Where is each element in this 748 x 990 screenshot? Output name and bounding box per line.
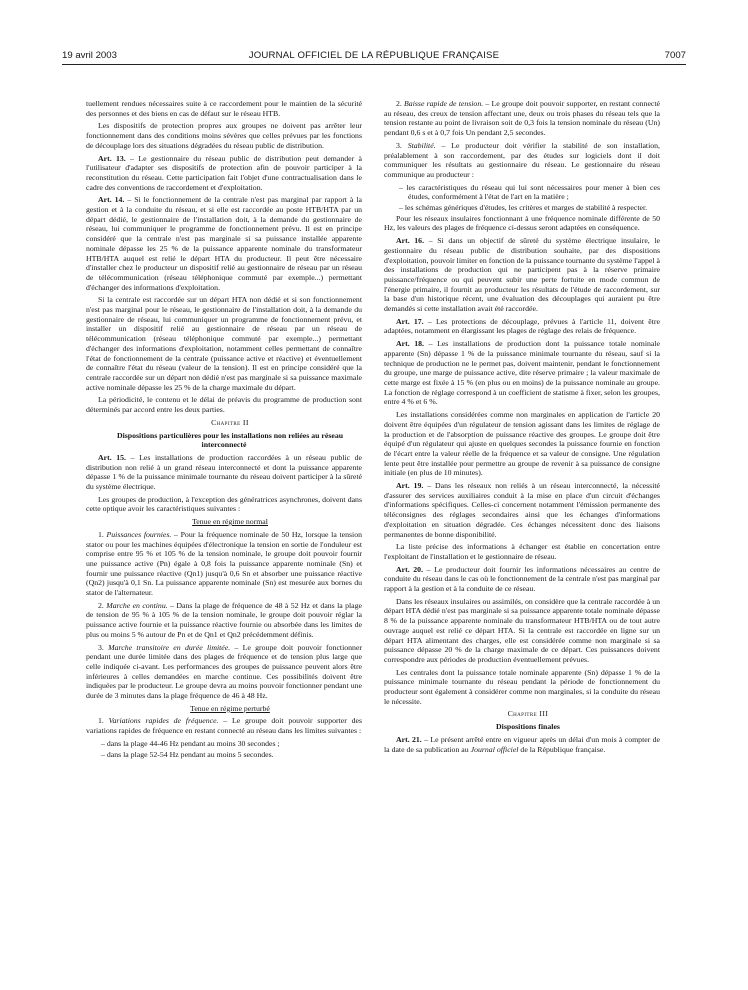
item-title: Variations rapides de fréquence.: [108, 716, 219, 726]
issue-date: 19 avril 2003: [62, 50, 117, 61]
paragraph: La périodicité, le contenu et le délai de préavis du programme de production sont déterminés par accord entre les deux parties.: [86, 395, 362, 415]
numbered-item: [384, 141, 660, 180]
article-15: [86, 453, 362, 492]
article-text: – Les protections de découplage, prévues à l'article 11, doivent être adaptées, notamment en élargissant les plages de réglage des relais de fréquence.: [384, 316, 660, 336]
article-label: Art. 19.: [396, 481, 424, 491]
paragraph: Les installations considérées comme non marginales en application de l'article 20 doivent être équipées d'un régulateur de tension agissant dans les limites de réglage de la production et de l'absorption de puissance réactive des groupes. Le groupe doit être équipé d'un régulateur qui ajuste en quelques secondes la puissance fournie en fonction de l'écart entre la valeur réelle de la fréquence et sa valeur de consigne. Une régulation lente peut être installée pour permettre au groupe de revenir à sa puissance de consigne initiale (en plus de 10 minutes).: [384, 410, 660, 478]
paragraph: Dans les réseaux insulaires ou assimilés, on considère que la centrale raccordée à un départ HTA dédié n'est pas marginale si sa puissance apparente totale nominale dépasse 8 % de la puissance apparente nominale du transformateur HTB/HTA ou de tout autre ouvrage auquel est relié ce départ HTA. Si la centrale est raccordée en ligne sur un départ HTA alimentant des charges, elle est considérée comme non marginale si sa puissance dépasse 20 % de la charge maximale de ce départ. Ces puissances doivent correspondre aux périodes de production éventuellement prévues.: [384, 596, 660, 664]
numbered-item: [86, 530, 362, 598]
article-text: – Les installations de production raccordées à un réseau public de distribution non relié à un grand réseau interconnecté et dont la puissance apparente dépasse 1 % de la puissance minimale tournante du réseau doivent participer à la sûreté du système électrique.: [86, 452, 362, 492]
article-21: [384, 735, 660, 754]
chapter-title: Dispositions particulières pour les installations non reliées au réseau interconnecté: [116, 430, 344, 450]
dash-list-item: – dans la plage 52-54 Hz pendant au moins 5 secondes.: [101, 749, 274, 759]
numbered-item: [86, 643, 362, 701]
article-text: – Si le fonctionnement de la centrale n'est pas marginal par rapport à la gestion et à la conduite du réseau, et si elle est raccordée au poste HTB/HTA par un départ dédié, le gestionnaire de l'installation doit, à la demande du gestionnaire de réseau, lui communiquer le programme de fonctionnement prévu. Il est en principe considéré que la centrale n'est pas marginale si sa puissance installée apparente nominale dépasse les 25 % de la puissance apparente nominale du transformateur HTB/HTA auquel est relié le départ HTA du producteur. Il peut être nécessaire d'installer chez le producteur un dispositif relié au gestionnaire de réseau par un réseau de télécommunication (réseau téléphonique commuté par exemple...) permettant d'échanger des informations d'exploitation.: [86, 195, 362, 292]
journal-title: JOURNAL OFFICIEL DE LA RÉPUBLIQUE FRANÇAISE: [248, 50, 500, 61]
journal-reference: Journal officiel: [470, 744, 519, 754]
header-rule: [62, 64, 686, 65]
page-header: [62, 50, 686, 64]
dash-list-item: – les schémas génériques d'études, les critères et marges de stabilité à respecter.: [399, 203, 648, 213]
article-label: Art. 16.: [396, 236, 425, 246]
paragraph: Les centrales dont la puissance totale nominale apparente (Sn) dépasse 1 % de la puissance minimale tournante du réseau pendant la période de fonctionnement du producteur sont également à considérer comme non marginales, si la conduite du réseau le nécessite.: [384, 667, 660, 706]
article-text: – Dans les réseaux non reliés à un réseau interconnecté, la nécessité d'assurer des services auxiliaires conduit à la mise en place d'un circuit d'échanges d'informations spécifiques. Celles-ci concernent notamment l'émission permanente des téléconsignes des réglages secondaires ainsi que les échanges d'informations d'exploitation en situation dégradée. Ces échanges nécessitent donc des liaisons permanentes de bonne disponibilité.: [384, 481, 660, 539]
paragraph: Pour les réseaux insulaires fonctionnant à une fréquence nominale différente de 50 Hz, les valeurs des plages de fréquence ci-dessus seront adaptées en conséquence.: [384, 213, 660, 233]
article-13: [86, 154, 362, 193]
paragraph: Les groupes de production, à l'exception des génératrices asynchrones, doivent dans cette optique avoir les caractéristiques suivantes :: [86, 494, 362, 514]
chapter-heading: Chapitre III: [507, 709, 549, 719]
item-title: Marche en continu.: [106, 600, 168, 610]
article-19: [384, 481, 660, 539]
dash-list-item: – les caractéristiques du réseau qui lui sont nécessaires pour mener à bien ces études, conformément à l'état de l'art en la matière ;: [399, 182, 660, 202]
item-number: 1.: [98, 716, 109, 726]
article-text: – Si dans un objectif de sûreté du système électrique insulaire, le gestionnaire du réseau public de distribution souhaite, par des dispositions d'exploitation, pouvoir limiter en fonction de la puissance tournante du système l'appel à des installations de production qui ne participent pas à la réserve primaire puissance/fréquence ou qui peuvent subir une perte fortuite en mode commun de l'énergie primaire, il fournit au producteur les résultats de l'étude de raccordement, sur la base d'un historique récent, une évaluation des découplages qui auraient pu être demandés si cette installation avait été raccordée.: [384, 236, 660, 314]
section-heading: Tenue en régime perturbé: [190, 703, 270, 713]
item-text: – Le groupe doit pouvoir fonctionner pendant une durée limitée dans des plages de fréquence et de tension plus large que celle indiquée ci-avant. Les performances des groupes de puissance peuvent alors être inférieures à celles demandées en marche continue. Ces possibilités doivent être indiquées par le producteur. Le groupe devra au moins pouvoir fonctionner pendant une durée de 3 minutes dans la plage fréquence de 46 à 48 Hz.: [86, 642, 362, 701]
article-label: Art. 18.: [396, 339, 424, 349]
numbered-item: [86, 716, 362, 735]
article-17: [384, 317, 660, 336]
article-label: Art. 13.: [98, 153, 126, 163]
item-number: 3.: [396, 140, 408, 150]
article-14: [86, 195, 362, 292]
paragraph: Les dispositifs de protection propres aux groupes ne doivent pas arrêter leur fonctionnement dans des conditions moins sévères que celles prévues par les fonctions de découplage lors des situations dégradées du réseau public de distribution.: [86, 121, 362, 150]
item-text: – Dans la plage de fréquence de 48 à 52 Hz et dans la plage de tension de 95 % à 105 % de la tension nominale, le groupe doit pouvoir réglar la puissance active fournie et la puissance réactive fournie ou absorbée dans les limites de plus ou moins 5 % autour de Pn et de Qn1 et Qn2 précédemment définis.: [86, 600, 362, 639]
article-text: – Le gestionnaire du réseau public de distribution peut demander à l'utilisateur d'adapter ses dispositifs de protection afin de pouvoir participer à la reconstitution du réseau. Cette participation fait l'objet d'une contractualisation dans le cadre des conventions de raccordement et d'exploitation.: [86, 153, 362, 192]
dash-list-item: – dans la plage 44-46 Hz pendant au moins 30 secondes ;: [101, 738, 280, 748]
article-text: de la République française.: [518, 744, 606, 754]
item-number: 1.: [98, 529, 107, 539]
article-text: – Le producteur doit fournir les informations nécessaires au centre de conduite du réseau dans le cas où le fonctionnement de la centrale n'est pas marginal par rapport à la gestion et à la conduite de ce réseau.: [384, 564, 661, 594]
item-number: 3.: [98, 642, 109, 652]
chapter-heading: Chapitre II: [211, 417, 249, 427]
page-number: 7007: [664, 50, 686, 61]
numbered-item: [384, 99, 660, 138]
paragraph: La liste précise des informations à échanger est établie en concertation entre l'exploitant de l'installation et le gestionnaire de réseau.: [384, 542, 660, 561]
section-heading: Tenue en régime normal: [192, 517, 268, 527]
chapter-title: Dispositions finales: [496, 722, 560, 732]
article-text: – Les installations de production dont la puissance totale nominale apparente (Sn) dépasse 1 % de la puissance minimale tournante du réseau, sauf si la technique de production ne le permet pas, doivent maintenir, pendant le fonctionnement du groupe, une marge de puissance active, dite réserve primaire ; la valeur maximale de cette marge est fixée à 15 % (en plus ou en moins) de la puissance nominale au groupe. La fonction de réglage correspond à un coefficient de statisme à fixer, selon les groupes, entre 4 % et 6 %.: [384, 339, 660, 407]
item-text: – Pour la fréquence nominale de 50 Hz, lorsque la tension stator ou pour les machines équipées d'électronique la tension en sortie de l'onduleur est comprise entre 95 % et 105 % de la tension nominale, le groupe doit pouvoir fournir une puissance active (Pn) égale à 0,8 fois la puissance apparente nominale (Sn) et fournir une puissance réactive (Qn1) jusqu'à 0,6 Sn et absorber une puissance réactive (Qn2) jusqu'à 0,1 Sn. La puissance apparente nominale (Sn) est mesurée aux bornes du stator de l'alternateur.: [86, 529, 362, 598]
item-text: – Le groupe doit pouvoir supporter, en restant connecté au réseau, des creux de tension affectant une, deux ou trois phases du réseau tels que la tension restante au point de livraison soit de 0,3 fois la tension nominale du réseau (Un) pendant 0,6 s et à 0,7 fois Un pendant 2,5 secondes.: [384, 99, 660, 138]
paragraph: Si la centrale est raccordée sur un départ HTA non dédié et si son fonctionnement n'est pas marginal pour le réseau, le gestionnaire de l'installation doit, à la demande du gestionnaire de réseau, lui communiquer un programme de fonctionnement prévu, et installer un dispositif relié au gestionnaire de réseau par un réseau de télécommunication (réseau téléphonique commuté par exemple...) permettant d'échanger des informations d'exploitation, notamment celles permettant de connaître l'état de fonctionnement de la centrale (puissance active et réactive) et éventuellement de connaître l'état du réseau (valeur de la tension). Il est en principe considéré que la centrale raccordée sur un départ non dédié n'est pas marginale si sa puissance maximale active nominale dépasse les 25 % de la charge maximale du départ.: [86, 295, 362, 392]
article-18: [384, 339, 660, 407]
paragraph: tuellement rendues nécessaires suite à ce raccordement pour le maintien de la sécurité des personnes et des biens en cas de défaut sur le réseau HTB.: [86, 99, 362, 118]
right-column: [384, 99, 660, 757]
item-title: Marche transitoire en durée limitée.: [108, 642, 231, 652]
item-text: – Le producteur doit vérifier la stabilité de son installation, préalablement à son raccordement, par des études sur logiciels dont il doit communiquer les résultats au gestionnaire du réseau. Le gestionnaire du réseau communique au producteur :: [384, 140, 661, 179]
article-label: Art. 14.: [98, 195, 125, 205]
article-20: [384, 565, 660, 594]
item-title: Stabilité.: [407, 140, 436, 150]
article-label: Art. 17.: [396, 316, 424, 326]
left-column: [86, 99, 362, 760]
article-label: Art. 21.: [396, 734, 422, 744]
article-text: – Le présent arrêté entre en vigueur après un délai d'un mois à compter de la date de sa publication au: [384, 734, 660, 754]
numbered-item: [86, 601, 362, 640]
article-label: Art. 15.: [98, 452, 126, 462]
item-number: 2.: [396, 99, 405, 108]
item-number: 2.: [98, 600, 107, 610]
item-title: Baisse rapide de tension.: [404, 99, 484, 108]
article-16: [384, 236, 660, 314]
item-text: – Le groupe doit pouvoir supporter des variations rapides de fréquence en restant connecté au réseau dans les limites suivantes :: [86, 716, 362, 736]
item-title: Puissances fournies.: [106, 529, 172, 539]
article-label: Art. 20.: [396, 564, 424, 574]
